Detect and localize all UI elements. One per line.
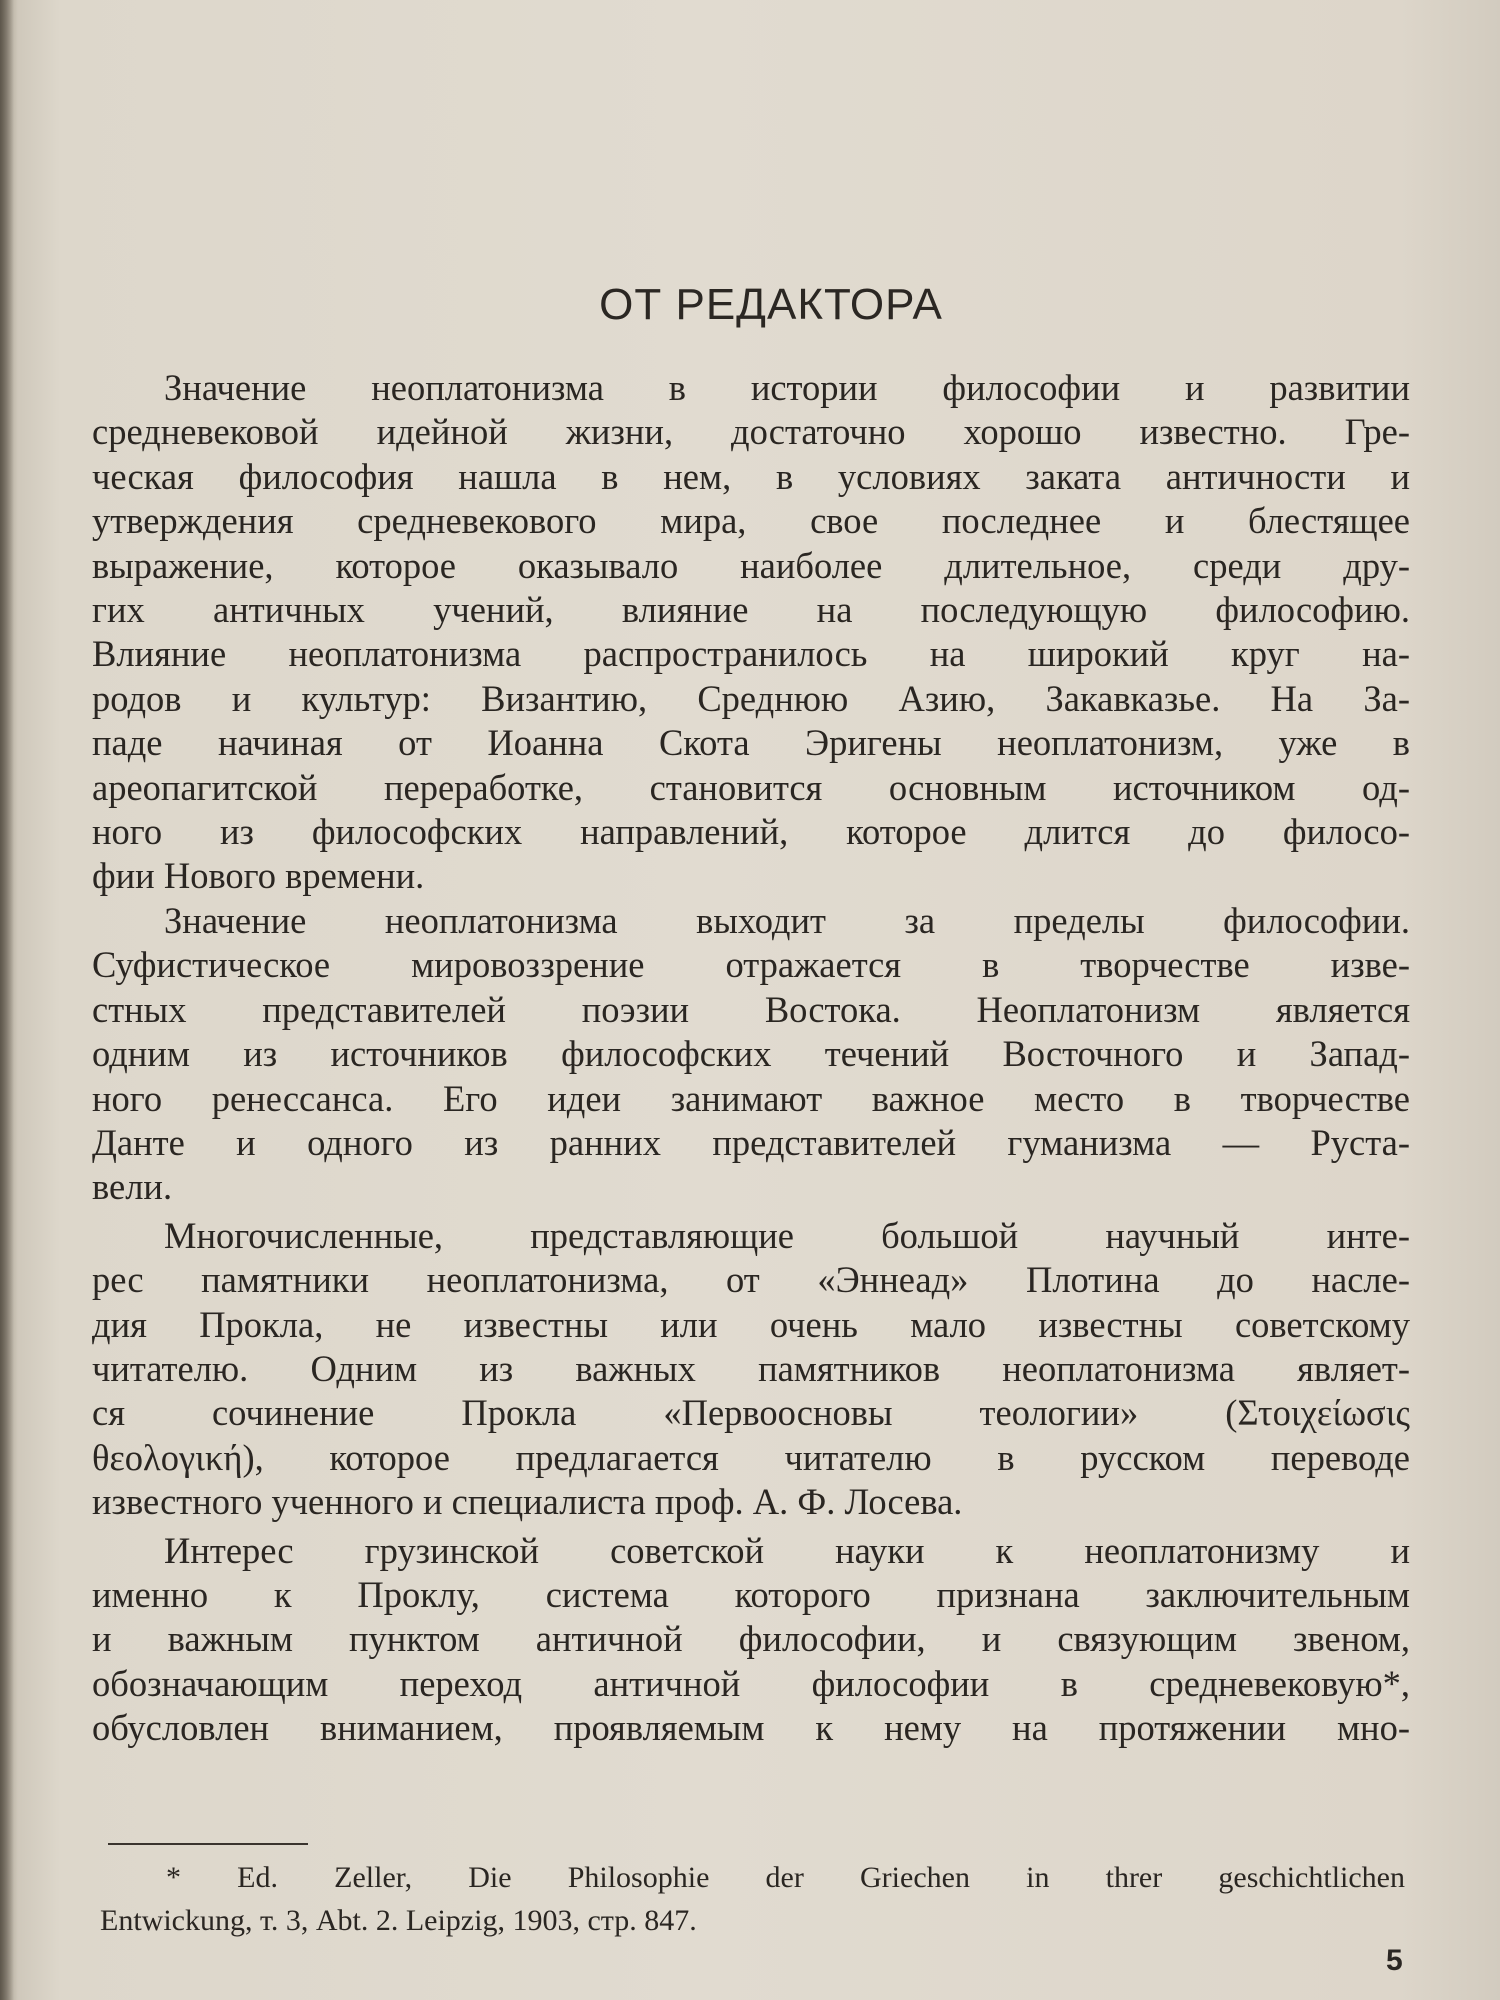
text-line: θεολογική), которое предлагается читателю в русском переводе — [92, 1436, 1410, 1478]
paragraph-2 — [92, 899, 1410, 1210]
text-line: Многочисленные, представляющие большой научный инте- — [164, 1214, 1410, 1256]
footnote-divider — [108, 1843, 308, 1845]
text-line: Данте и одного из ранних представителей гуманизма — Руста- — [92, 1121, 1410, 1163]
page-heading: ОТ РЕДАКТОРА — [599, 280, 943, 329]
text-line: именно к Проклу, система которого признана заключительным — [92, 1573, 1410, 1615]
paragraph-4 — [92, 1529, 1410, 1751]
book-gutter-shadow — [0, 0, 14, 2000]
text-line: известного ученного и специалиста проф. А. Ф. Лосева. — [92, 1481, 963, 1523]
text-line: одним из источников философских течений Восточного и Запад- — [92, 1033, 1410, 1075]
text-line: дия Прокла, не известны или очень мало известны советскому — [92, 1303, 1410, 1345]
text-line: ческая философия нашла в нем, в условиях заката античности и — [92, 455, 1410, 497]
paragraph-1 — [92, 366, 1410, 899]
text-line: и важным пунктом античной философии, и связующим звеном, — [92, 1618, 1410, 1660]
text-line: родов и культур: Византию, Среднюю Азию, Закавказье. На За- — [92, 677, 1410, 719]
text-line: Суфистическое мировоззрение отражается в творчестве изве- — [92, 944, 1410, 986]
text-line: Значение неоплатонизма выходит за пределы философии. — [164, 899, 1410, 941]
text-line: рес памятники неоплатонизма, от «Эннеад» Плотина до насле- — [92, 1259, 1410, 1301]
text-line: ся сочинение Прокла «Первоосновы теологии» (Στοιχείωσις — [92, 1392, 1410, 1434]
text-line: стных представителей поэзии Востока. Неоплатонизм является — [92, 988, 1410, 1030]
text-line: Влияние неоплатонизма распространилось на широкий круг на- — [92, 633, 1410, 675]
text-line: средневековой идейной жизни, достаточно хорошо известно. Гре- — [92, 411, 1410, 453]
text-line: ного ренессанса. Его идеи занимают важное место в творчестве — [92, 1077, 1410, 1119]
text-line: ного из философских направлений, которое длится до филосо- — [92, 811, 1410, 853]
main-text — [92, 280, 1410, 1751]
text-line: утверждения средневекового мира, свое последнее и блестящее — [92, 500, 1410, 542]
footnote-line: Entwickung, т. 3, Abt. 2. Leipzig, 1903, стр. 847. — [100, 1904, 697, 1937]
text-line: Интерес грузинской советской науки к неоплатонизму и — [164, 1529, 1410, 1571]
footnote-line: * Ed. Zeller, Die Philosophie der Griechen in threr geschichtlichen — [166, 1861, 1405, 1894]
text-line: паде начиная от Иоанна Скота Эригены неоплатонизм, уже в — [92, 722, 1410, 764]
text-line: Значение неоплатонизма в истории философии и развитии — [164, 367, 1410, 408]
text-line: ареопагитской переработке, становится основным источником од- — [92, 766, 1410, 808]
text-line: гих античных учений, влияние на последующую философию. — [92, 589, 1410, 631]
text-line: выражение, которое оказывало наиболее длительное, среди дру- — [92, 544, 1410, 586]
text-line: обозначающим переход античной философии в средневековую*, — [92, 1662, 1410, 1704]
text-line: фии Нового времени. — [92, 855, 425, 897]
text-line: читателю. Одним из важных памятников неоплатонизма являет- — [92, 1347, 1410, 1389]
paragraph-3 — [92, 1214, 1410, 1525]
text-line: вели. — [92, 1166, 173, 1208]
text-line: обусловлен вниманием, проявляемым к нему на протяжении мно- — [92, 1707, 1410, 1749]
footnote — [100, 1856, 1405, 1942]
page-number: 5 — [1386, 1944, 1403, 1977]
